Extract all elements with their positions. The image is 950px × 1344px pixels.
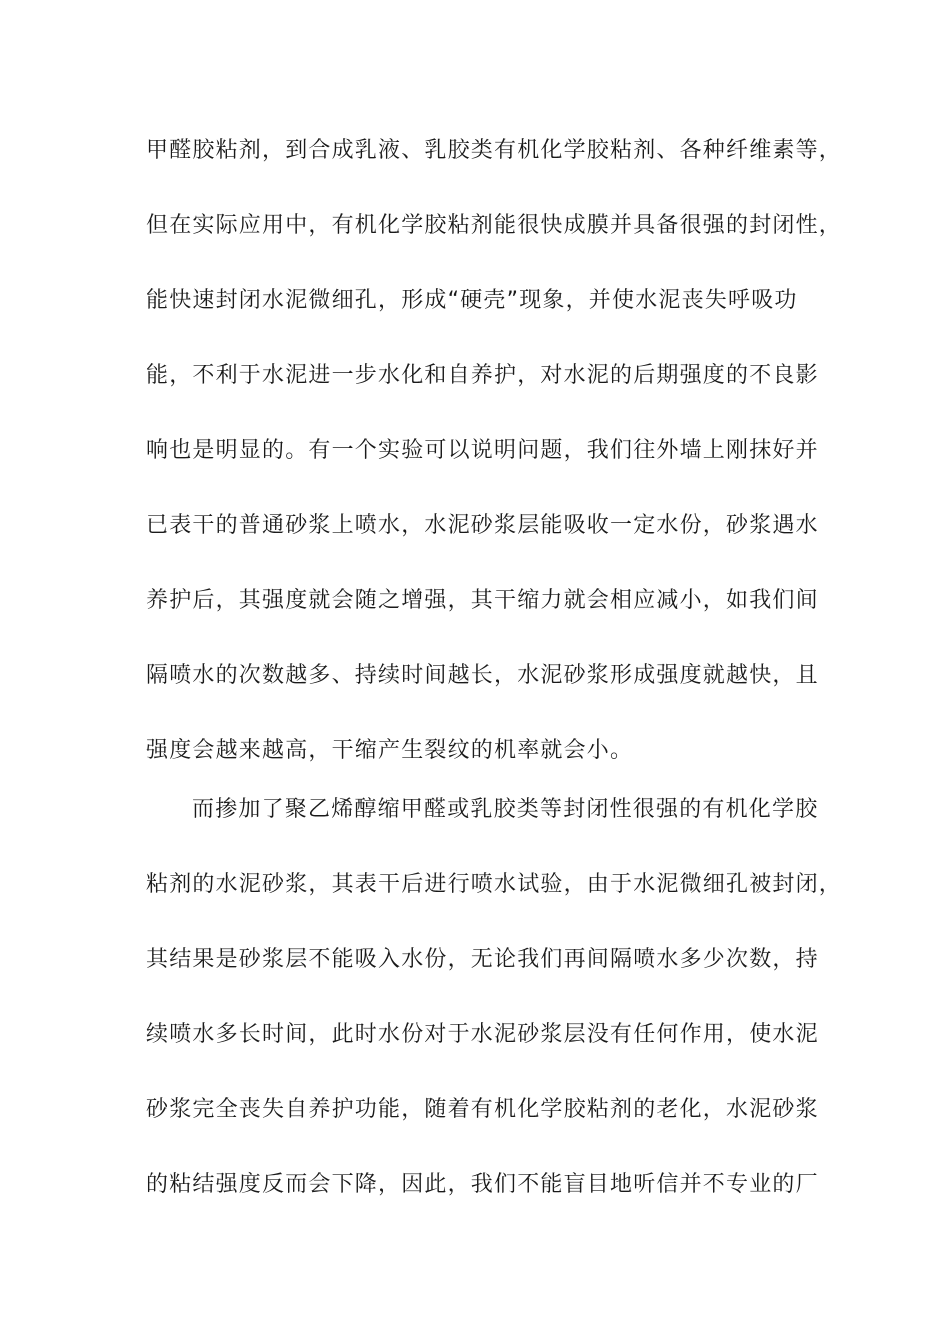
text-line: 响也是明显的。有一个实验可以说明问题，我们往外墙上刚抹好并 xyxy=(146,438,819,463)
text-line: 而掺加了聚乙烯醇缩甲醛或乳胶类等封闭性很强的有机化学胶 xyxy=(192,797,819,822)
text-line: 养护后，其强度就会随之增强，其干缩力就会相应减小，如我们间 xyxy=(146,588,819,613)
text-line: 强度会越来越高，干缩产生裂纹的机率就会小。 xyxy=(146,738,634,763)
text-line: 其结果是砂浆层不能吸入水份，无论我们再间隔喷水多少次数，持 xyxy=(146,947,819,972)
text-line: 能，不利于水泥进一步水化和自养护，对水泥的后期强度的不良影 xyxy=(146,363,819,388)
text-line: 但在实际应用中，有机化学胶粘剂能很快成膜并具备很强的封闭性， xyxy=(146,213,843,238)
text-line: 粘剂的水泥砂浆，其表干后进行喷水试验，由于水泥微细孔被封闭， xyxy=(146,872,843,897)
text-line: 能快速封闭水泥微细孔，形成“硬壳”现象，并使水泥丧失呼吸功 xyxy=(146,288,798,313)
text-line: 已表干的普通砂浆上喷水，水泥砂浆层能吸收一定水份，砂浆遇水 xyxy=(146,513,819,538)
text-line: 甲醛胶粘剂，到合成乳液、乳胶类有机化学胶粘剂、各种纤维素等， xyxy=(146,138,843,163)
text-line: 续喷水多长时间，此时水份对于水泥砂浆层没有任何作用，使水泥 xyxy=(146,1022,819,1047)
text-line: 砂浆完全丧失自养护功能，随着有机化学胶粘剂的老化，水泥砂浆 xyxy=(146,1097,819,1122)
text-line: 的粘结强度反而会下降，因此，我们不能盲目地听信并不专业的厂 xyxy=(146,1172,819,1197)
text-line: 隔喷水的次数越多、持续时间越长，水泥砂浆形成强度就越快，且 xyxy=(146,663,819,688)
